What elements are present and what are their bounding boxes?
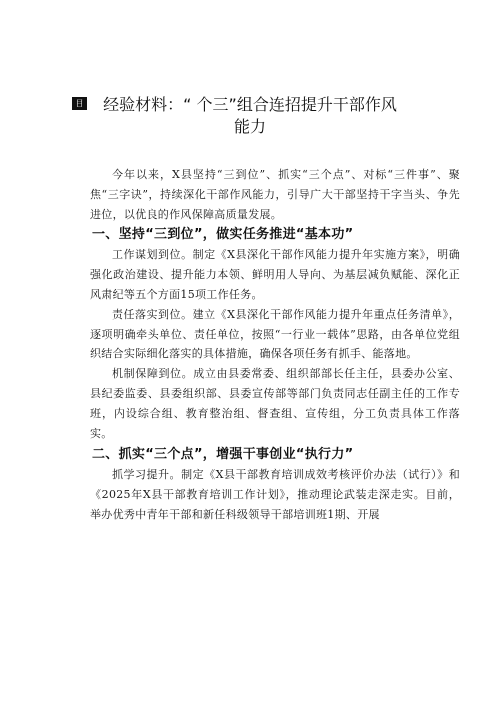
section-1-paragraph-2: 责任落实到位。建立《X县深化干部作风能力提升年重点任务清单》，逐项明确牵头单位、责任单位，按照“一行业一载体”思路，由各单位党组织结合实际细化落实的具体措施，确保各项任务有抓手、能落地。: [90, 307, 460, 361]
title-block: [70, 94, 430, 138]
page-title: [70, 94, 430, 138]
section-1-heading: 一、坚持“三到位”，做实任务推进“基本功”: [92, 227, 354, 243]
intro-paragraph: 今年以来，X县坚持“三到位”、抓实“三个点”、对标“三件事”、聚焦“三字诀”，持续深化干部作风能力，引导广大干部坚持干字当头、争先进位，以优良的作风保障高质量发展。: [90, 168, 460, 221]
title-line-1: 经验材料：“ 个三”组合连招提升干部作风: [103, 95, 397, 114]
document-icon: 目: [72, 97, 87, 110]
section-1-paragraph-1: 工作谋划到位。制定《X县深化干部作风能力提升年实施方案》，明确强化政治建设、提升能力本领、鲜明用人导向、为基层减负赋能、深化正风肃纪等五个方面15项工作任务。: [90, 248, 460, 301]
section-1-paragraph-3: 机制保障到位。成立由县委常委、组织部部长任主任，县委办公室、县纪委监委、县委组织部、县委宣传部等部门负责同志任副主任的工作专班，内设综合组、教育整治组、督查组、宣传组，分工负责具体工作落实。: [90, 367, 460, 440]
section-2-heading: 二、抓实“三个点”，增强干事创业“执行力”: [92, 447, 354, 463]
document-body: [90, 165, 460, 525]
title-line-2: 能力: [233, 117, 266, 136]
section-2-paragraph-1: 抓学习提升。制定《X县干部教育培训成效考核评价办法（试行）》和《2025年X县干部教育培训工作计划》，推动理论武装走深走实。目前，举办优秀中青年干部和新任科级领导干部培训班1期、开展: [90, 468, 460, 521]
